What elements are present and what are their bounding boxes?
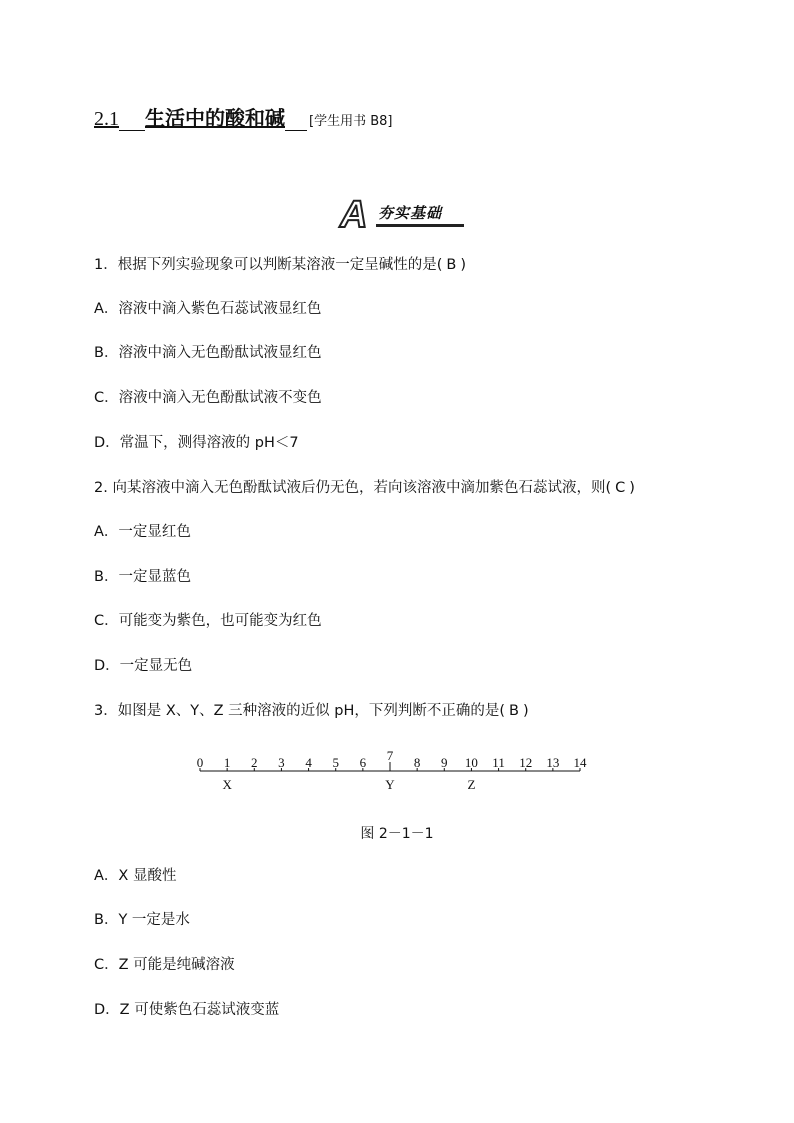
option: B．溶液中滴入无色酚酞试液显红色 — [94, 345, 322, 361]
option: A．一定显红色 — [94, 524, 191, 540]
ph-tick-label: 2 — [251, 755, 258, 770]
ph-tick-label: 14 — [573, 755, 587, 770]
question-text: 1．根据下列实验现象可以判断某溶液一定呈碱性的是( — [94, 257, 443, 273]
option: C．可能变为紫色，也可能变为红色 — [94, 613, 322, 629]
ph-tick-label: 9 — [441, 755, 448, 770]
ph-tick-label: 3 — [278, 755, 285, 770]
ph-tick-label: 0 — [196, 755, 204, 770]
ph-marker-label: Y — [385, 777, 395, 792]
question-text: 3．如图是 X、Y、Z 三种溶液的近似 pH，下列判断不正确的是( — [94, 703, 506, 719]
ph-tick-label: 8 — [413, 755, 421, 770]
ph-scale-figure — [186, 744, 596, 796]
option: A．溶液中滴入紫色石蕊试液显红色 — [94, 301, 322, 317]
ph-tick-label: 12 — [519, 755, 533, 770]
option: D．Z 可使紫色石蕊试液变蓝 — [94, 1002, 280, 1018]
banner-text: 夯实基础 — [378, 204, 443, 222]
ph-tick-label: 1 — [223, 755, 231, 770]
ph-tick-label: 13 — [546, 755, 560, 770]
option: D．一定显无色 — [94, 658, 193, 674]
ph-marker-label: Z — [467, 777, 476, 792]
answer-letter: B — [446, 257, 457, 273]
question-text: 2. 向某溶液中滴入无色酚酞试液后仍无色，若向该溶液中滴加紫色石蕊试液，则( — [94, 480, 612, 496]
answer-close: ) — [523, 703, 529, 719]
answer-letter: B — [509, 703, 519, 719]
ph-tick-label: 11 — [492, 755, 505, 770]
question-1-stem — [94, 255, 466, 275]
option: B．Y 一定是水 — [94, 912, 190, 928]
banner-letter: A — [340, 194, 368, 236]
option: C．溶液中滴入无色酚酞试液不变色 — [94, 390, 322, 406]
ph-tick-label: 5 — [332, 755, 339, 770]
banner-underline — [376, 224, 464, 227]
answer-letter: C — [615, 480, 626, 496]
ph-tick-label: 10 — [464, 755, 478, 770]
ph-marker-label: X — [222, 777, 232, 792]
option: B．一定显蓝色 — [94, 569, 191, 585]
figure-caption: 图 2－1－1 — [360, 826, 434, 842]
question-3-stem — [94, 701, 529, 721]
section-number: 2.1 — [94, 108, 119, 130]
answer-close: ) — [460, 257, 467, 273]
section-header — [94, 102, 392, 131]
option: D．常温下，测得溶液的 pH＜7 — [94, 435, 299, 451]
blank-underline — [285, 108, 307, 131]
ph-tick-label: 7 — [386, 748, 394, 763]
blank-underline — [119, 108, 145, 131]
ph-tick-label: 4 — [305, 755, 312, 770]
option: A．X 显酸性 — [94, 868, 177, 884]
section-banner — [340, 196, 464, 234]
option: C．Z 可能是纯碱溶液 — [94, 957, 235, 973]
question-2-stem — [94, 478, 635, 498]
answer-close: ) — [629, 480, 635, 496]
section-title: 生活中的酸和碱 — [145, 106, 285, 130]
ph-tick-label: 6 — [359, 755, 367, 770]
book-reference: [学生用书 B8] — [309, 114, 393, 129]
